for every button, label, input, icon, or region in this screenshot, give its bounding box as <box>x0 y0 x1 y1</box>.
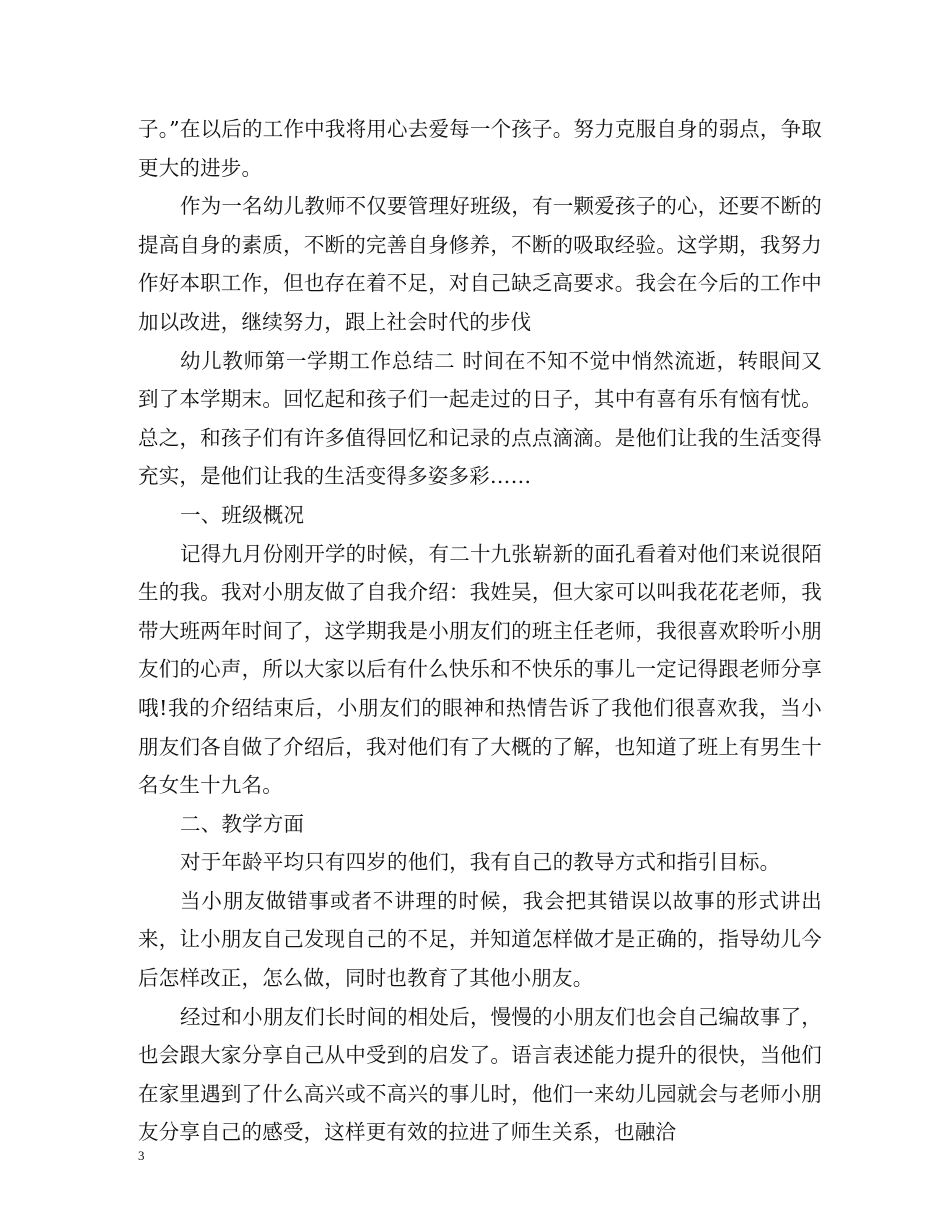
paragraph-class-overview: 记得九月份刚开学的时候，有二十九张崭新的面孔看着对他们来说很陌生的我。我对小朋友做了自我介绍：我姓吴，但大家可以叫我花花老师，我带大班两年时间了，这学期我是小朋友们的班主任老师，我很喜欢聆听小朋友们的心声，所以大家以后有什么快乐和不快乐的事儿一定记得跟老师分享哦!我的介绍结束后，小朋友们的眼神和热情告诉了我他们很喜欢我，当小朋友们各自做了介绍后，我对他们有了大概的了解，也知道了班上有男生十名女生十九名。 <box>138 541 822 798</box>
section-heading-class-overview: 一、班级概况 <box>180 502 305 527</box>
paragraph-teacher-reflection: 作为一名幼儿教师不仅要管理好班级，有一颗爱孩子的心，还要不断的提高自身的素质，不断的完善自身修养，不断的吸取经验。这学期，我努力作好本职工作，但也存在着不足，对自己缺乏高要求。我会在今后的工作中加以改进，继续努力，跟上社会时代的步伐 <box>138 194 822 334</box>
paragraph-continuation: 子。”在以后的工作中我将用心去爱每一个孩子。努力克服自身的弱点，争取更大的进步。 <box>138 117 822 180</box>
paragraph-storytelling: 经过和小朋友们长时间的相处后，慢慢的小朋友们也会自己编故事了，也会跟大家分享自己从中受到的启发了。语言表述能力提升的很快，当他们在家里遇到了什么高兴或不高兴的事儿时，他们一来幼儿园就会与老师小朋友分享自己的感受，这样更有效的拉进了师生关系，也融洽 <box>138 1004 822 1145</box>
paragraph-summary-two-intro: 幼儿教师第一学期工作总结二 时间在不知不觉中悄然流逝，转眼间又到了本学期末。回忆起和孩子们一起走过的日子，其中有喜有乐有恼有忧。总之，和孩子们有许多值得回忆和记录的点点滴滴。是他们让我的生活变得充实，是他们让我的生活变得多姿多彩…… <box>138 348 822 489</box>
paragraph-teaching-goals: 对于年龄平均只有四岁的他们，我有自己的教导方式和指引目标。 <box>180 850 781 875</box>
section-heading-teaching: 二、教学方面 <box>180 811 305 836</box>
document-body <box>138 110 822 1152</box>
page-number: 3 <box>138 1148 145 1163</box>
paragraph-teaching-method: 当小朋友做错事或者不讲理的时候，我会把其错误以故事的形式讲出来，让小朋友自己发现自己的不足，并知道怎样做才是正确的，指导幼儿今后怎样改正，怎么做，同时也教育了其他小朋友。 <box>138 888 822 991</box>
